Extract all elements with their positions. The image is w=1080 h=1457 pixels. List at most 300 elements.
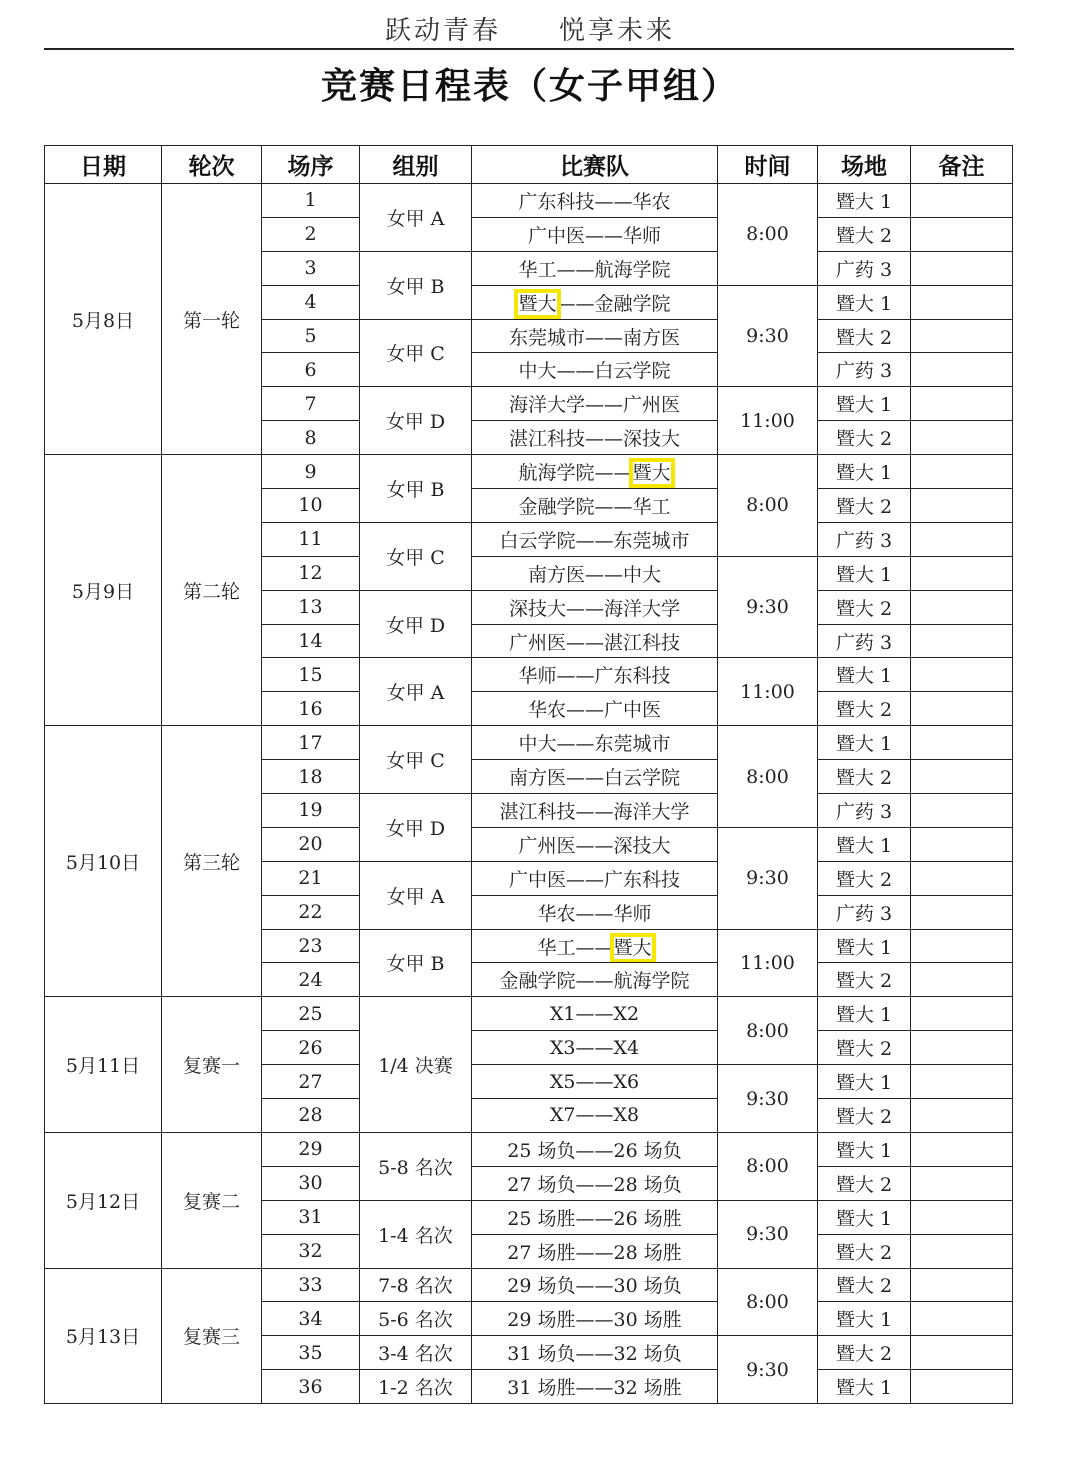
venue-cell: 广药 3 [818, 522, 911, 556]
highlighted-team: 暨大 [632, 462, 671, 485]
match-number: 22 [262, 895, 360, 929]
venue-cell: 暨大 2 [818, 217, 911, 251]
remarks-cell [911, 895, 1013, 929]
venue-cell: 暨大 1 [818, 1370, 911, 1404]
versus-dash: —— [556, 292, 595, 315]
page-title: 竞赛日程表（女子甲组） [320, 66, 739, 107]
round-cell: 复赛一 [162, 997, 262, 1133]
venue-cell: 暨大 2 [818, 1234, 911, 1268]
remarks-cell [911, 421, 1013, 455]
group-cell: 1-4 名次 [360, 1200, 472, 1268]
group-cell: 女甲 D [360, 590, 472, 658]
match-number: 10 [262, 489, 360, 523]
time-cell: 8:00 [718, 997, 818, 1065]
versus-dash: —— [575, 902, 614, 925]
team-away: 华农 [632, 190, 671, 213]
venue-cell: 暨大 1 [818, 997, 911, 1031]
venue-cell: 暨大 2 [818, 692, 911, 726]
match-number: 32 [262, 1234, 360, 1268]
versus-dash: —— [575, 834, 614, 857]
versus-dash: —— [575, 1343, 614, 1366]
versus-dash: —— [585, 224, 623, 247]
versus-dash: —— [575, 1241, 614, 1264]
versus-dash: —— [566, 699, 604, 722]
team-away: 白云学院 [604, 767, 681, 790]
remarks-cell [911, 726, 1013, 760]
team-home: 广中医 [527, 224, 585, 247]
match-number: 29 [262, 1132, 360, 1166]
venue-cell: 暨大 1 [818, 1302, 911, 1336]
remarks-cell [911, 1099, 1013, 1133]
date-cell: 5月8日 [45, 184, 162, 455]
remarks-cell [911, 1336, 1013, 1370]
match-number: 12 [262, 556, 360, 590]
team-home: X5 [549, 1070, 576, 1093]
venue-cell: 暨大 1 [818, 1132, 911, 1166]
teams-cell [472, 285, 718, 319]
teams-cell [472, 760, 718, 794]
versus-dash: —— [585, 326, 623, 349]
venue-cell: 暨大 1 [818, 455, 911, 489]
match-number: 25 [262, 997, 360, 1031]
venue-cell: 广药 3 [818, 353, 911, 387]
teams-cell [472, 1031, 718, 1065]
team-away: 广东科技 [594, 665, 671, 688]
remarks-cell [911, 692, 1013, 726]
group-cell: 女甲 B [360, 455, 472, 523]
teams-cell [472, 489, 718, 523]
versus-dash: —— [575, 1173, 614, 1196]
remarks-cell [911, 455, 1013, 489]
match-number: 23 [262, 929, 360, 963]
teams-cell [472, 217, 718, 251]
time-cell: 11:00 [718, 387, 818, 455]
column-header-group: 组别 [360, 146, 472, 184]
remarks-cell [911, 1234, 1013, 1268]
versus-dash: —— [575, 1104, 614, 1127]
highlighted-team: 暨大 [518, 292, 557, 315]
column-header-venue: 场地 [818, 146, 911, 184]
venue-cell: 暨大 2 [818, 1166, 911, 1200]
match-number: 16 [262, 692, 360, 726]
venue-cell: 暨大 2 [818, 1099, 911, 1133]
remarks-cell [911, 556, 1013, 590]
match-number: 30 [262, 1166, 360, 1200]
versus-dash: —— [556, 360, 595, 383]
versus-dash: —— [575, 529, 614, 552]
match-number: 13 [262, 590, 360, 624]
versus-dash: —— [575, 1207, 614, 1230]
remarks-cell [911, 1132, 1013, 1166]
match-number: 27 [262, 1065, 360, 1099]
team-away: 26 场胜 [613, 1207, 682, 1230]
versus-dash: —— [575, 1377, 614, 1400]
team-home: 湛江科技 [499, 800, 576, 823]
group-cell: 女甲 C [360, 319, 472, 387]
teams-cell [472, 522, 718, 556]
teams-cell [472, 184, 718, 218]
match-number: 35 [262, 1336, 360, 1370]
versus-dash: —— [575, 970, 614, 993]
remarks-cell [911, 489, 1013, 523]
team-home: 东莞城市 [508, 326, 585, 349]
table-row [45, 184, 1013, 218]
versus-dash: —— [556, 665, 595, 688]
team-home: 南方医 [527, 563, 585, 586]
team-away: 26 场负 [613, 1139, 682, 1162]
group-cell: 5-8 名次 [360, 1132, 472, 1200]
time-cell: 8:00 [718, 1132, 818, 1200]
team-away: 白云学院 [594, 360, 671, 383]
teams-cell [472, 1336, 718, 1370]
teams-cell [472, 1370, 718, 1404]
versus-dash: —— [556, 258, 595, 281]
team-home: 南方医 [508, 767, 566, 790]
teams-cell [472, 827, 718, 861]
team-away: 广中医 [604, 699, 662, 722]
teams-cell [472, 624, 718, 658]
team-away: 东莞城市 [594, 733, 671, 756]
versus-dash: —— [594, 495, 633, 518]
round-cell: 第二轮 [162, 455, 262, 726]
team-away: 航海学院 [594, 258, 671, 281]
match-number: 2 [262, 217, 360, 251]
schedule-table [44, 145, 1013, 1404]
time-cell: 9:30 [718, 1200, 818, 1268]
date-cell: 5月13日 [45, 1268, 162, 1404]
versus-dash: —— [575, 1139, 614, 1162]
match-number: 9 [262, 455, 360, 489]
teams-cell [472, 1234, 718, 1268]
group-cell: 女甲 D [360, 794, 472, 862]
venue-cell: 暨大 1 [818, 726, 911, 760]
header-row [45, 146, 1013, 184]
team-away: 海洋大学 [613, 800, 690, 823]
match-number: 26 [262, 1031, 360, 1065]
column-header-date: 日期 [45, 146, 162, 184]
remarks-cell [911, 387, 1013, 421]
round-cell: 复赛二 [162, 1132, 262, 1268]
versus-dash: —— [575, 1036, 614, 1059]
group-cell: 女甲 C [360, 522, 472, 590]
column-header-round: 轮次 [162, 146, 262, 184]
teams-cell [472, 590, 718, 624]
team-home: X1 [549, 1002, 576, 1025]
remarks-cell [911, 590, 1013, 624]
team-away: 32 场胜 [613, 1377, 682, 1400]
versus-dash: —— [566, 868, 604, 891]
team-home: 金融学院 [499, 970, 576, 993]
teams-cell [472, 726, 718, 760]
team-away: 华师 [623, 224, 662, 247]
teams-cell [472, 929, 718, 963]
remarks-cell [911, 1370, 1013, 1404]
group-cell: 女甲 B [360, 251, 472, 319]
remarks-cell [911, 1200, 1013, 1234]
teams-cell [472, 251, 718, 285]
team-home: 广州医 [508, 631, 566, 654]
group-cell: 1/4 决赛 [360, 997, 472, 1133]
match-number: 17 [262, 726, 360, 760]
venue-cell: 广药 3 [818, 624, 911, 658]
teams-cell [472, 421, 718, 455]
group-cell: 女甲 B [360, 929, 472, 997]
team-away: 28 场胜 [613, 1241, 682, 1264]
match-number: 6 [262, 353, 360, 387]
table-row [45, 1132, 1013, 1166]
time-cell: 8:00 [718, 184, 818, 286]
round-cell: 第一轮 [162, 184, 262, 455]
team-home: 29 场胜 [507, 1309, 576, 1332]
remarks-cell [911, 184, 1013, 218]
versus-dash: —— [575, 1275, 614, 1298]
team-home: 广中医 [508, 868, 566, 891]
venue-cell: 暨大 1 [818, 1065, 911, 1099]
remarks-cell [911, 353, 1013, 387]
versus-dash: —— [566, 631, 604, 654]
team-home: 中大 [518, 360, 557, 383]
table-row [45, 997, 1013, 1031]
teams-cell [472, 658, 718, 692]
versus-dash: —— [575, 1309, 614, 1332]
team-away: 深技大 [623, 428, 681, 451]
teams-cell [472, 1302, 718, 1336]
venue-cell: 广药 3 [818, 251, 911, 285]
column-header-match-no: 场序 [262, 146, 360, 184]
versus-dash: —— [556, 733, 595, 756]
teams-cell [472, 455, 718, 489]
venue-cell: 暨大 1 [818, 929, 911, 963]
team-away: 海洋大学 [604, 597, 681, 620]
venue-cell: 暨大 1 [818, 1200, 911, 1234]
venue-cell: 暨大 2 [818, 421, 911, 455]
venue-cell: 暨大 2 [818, 319, 911, 353]
teams-cell [472, 861, 718, 895]
team-away: 东莞城市 [613, 529, 690, 552]
match-number: 3 [262, 251, 360, 285]
time-cell: 11:00 [718, 929, 818, 997]
group-cell: 女甲 C [360, 726, 472, 794]
team-home: 中大 [518, 733, 557, 756]
team-away: 华师 [613, 902, 652, 925]
venue-cell: 暨大 1 [818, 387, 911, 421]
venue-cell: 暨大 1 [818, 285, 911, 319]
remarks-cell [911, 929, 1013, 963]
group-cell: 女甲 A [360, 184, 472, 252]
group-cell: 1-2 名次 [360, 1370, 472, 1404]
team-home: 31 场负 [507, 1343, 576, 1366]
team-home: X3 [549, 1036, 576, 1059]
teams-cell [472, 794, 718, 828]
team-home: 广东科技 [518, 190, 595, 213]
versus-dash: —— [585, 428, 623, 451]
teams-cell [472, 692, 718, 726]
column-header-time: 时间 [718, 146, 818, 184]
match-number: 15 [262, 658, 360, 692]
venue-cell: 暨大 2 [818, 861, 911, 895]
remarks-cell [911, 827, 1013, 861]
venue-cell: 暨大 1 [818, 827, 911, 861]
group-cell: 女甲 A [360, 861, 472, 929]
remarks-cell [911, 624, 1013, 658]
team-home: X7 [549, 1104, 576, 1127]
remarks-cell [911, 1031, 1013, 1065]
venue-cell: 暨大 1 [818, 556, 911, 590]
venue-cell: 暨大 2 [818, 963, 911, 997]
team-away: 深技大 [613, 834, 671, 857]
match-number: 14 [262, 624, 360, 658]
versus-dash: —— [594, 190, 633, 213]
time-cell: 9:30 [718, 1336, 818, 1404]
versus-dash: —— [575, 1002, 614, 1025]
remarks-cell [911, 658, 1013, 692]
team-home: 广州医 [518, 834, 576, 857]
team-away: 30 场负 [613, 1275, 682, 1298]
team-home: 华农 [527, 699, 566, 722]
team-home: 湛江科技 [508, 428, 585, 451]
team-away: 华工 [632, 495, 671, 518]
team-away: 32 场负 [613, 1343, 682, 1366]
versus-dash: —— [585, 394, 623, 417]
team-home: 白云学院 [499, 529, 576, 552]
slogan: 跃动青春 悦享未来 [384, 16, 675, 46]
match-number: 5 [262, 319, 360, 353]
group-cell: 7-8 名次 [360, 1268, 472, 1302]
match-number: 33 [262, 1268, 360, 1302]
table-row [45, 726, 1013, 760]
teams-cell [472, 1200, 718, 1234]
teams-cell [472, 963, 718, 997]
teams-cell [472, 1099, 718, 1133]
column-header-remarks: 备注 [911, 146, 1013, 184]
header-divider [44, 48, 1014, 50]
remarks-cell [911, 319, 1013, 353]
team-away: 28 场负 [613, 1173, 682, 1196]
remarks-cell [911, 997, 1013, 1031]
versus-dash: —— [594, 462, 633, 485]
time-cell: 9:30 [718, 556, 818, 658]
match-number: 28 [262, 1099, 360, 1133]
team-home: 25 场负 [507, 1139, 576, 1162]
team-away: 中大 [623, 563, 662, 586]
teams-cell [472, 1065, 718, 1099]
teams-cell [472, 1132, 718, 1166]
column-header-teams: 比赛队 [472, 146, 718, 184]
match-number: 8 [262, 421, 360, 455]
team-away: 南方医 [623, 326, 681, 349]
match-number: 21 [262, 861, 360, 895]
team-away: X4 [613, 1036, 640, 1059]
remarks-cell [911, 285, 1013, 319]
table-row [45, 1268, 1013, 1302]
team-home: 华农 [537, 902, 576, 925]
venue-cell: 暨大 2 [818, 489, 911, 523]
venue-cell: 广药 3 [818, 895, 911, 929]
venue-cell: 暨大 2 [818, 760, 911, 794]
team-away: 广州医 [623, 394, 681, 417]
time-cell: 11:00 [718, 658, 818, 726]
remarks-cell [911, 794, 1013, 828]
match-number: 19 [262, 794, 360, 828]
date-cell: 5月11日 [45, 997, 162, 1133]
team-away: 广东科技 [604, 868, 681, 891]
venue-cell: 暨大 2 [818, 1031, 911, 1065]
venue-cell: 暨大 2 [818, 1336, 911, 1370]
venue-cell: 广药 3 [818, 794, 911, 828]
team-home: 31 场胜 [507, 1377, 576, 1400]
group-cell: 女甲 D [360, 387, 472, 455]
remarks-cell [911, 963, 1013, 997]
date-cell: 5月9日 [45, 455, 162, 726]
team-away: X6 [613, 1070, 640, 1093]
teams-cell [472, 1166, 718, 1200]
match-number: 11 [262, 522, 360, 556]
match-number: 36 [262, 1370, 360, 1404]
group-cell: 3-4 名次 [360, 1336, 472, 1370]
remarks-cell [911, 1302, 1013, 1336]
remarks-cell [911, 861, 1013, 895]
team-home: 海洋大学 [508, 394, 585, 417]
versus-dash: —— [575, 936, 614, 959]
team-away: 航海学院 [613, 970, 690, 993]
match-number: 24 [262, 963, 360, 997]
team-home: 华工 [518, 258, 557, 281]
team-away: X2 [613, 1002, 640, 1025]
remarks-cell [911, 217, 1013, 251]
remarks-cell [911, 760, 1013, 794]
team-away: 30 场胜 [613, 1309, 682, 1332]
group-cell: 5-6 名次 [360, 1302, 472, 1336]
match-number: 34 [262, 1302, 360, 1336]
time-cell: 8:00 [718, 455, 818, 557]
time-cell: 9:30 [718, 827, 818, 929]
match-number: 1 [262, 184, 360, 218]
time-cell: 9:30 [718, 285, 818, 387]
match-number: 18 [262, 760, 360, 794]
team-home: 25 场胜 [507, 1207, 576, 1230]
team-home: 华师 [518, 665, 557, 688]
team-home: 29 场负 [507, 1275, 576, 1298]
teams-cell [472, 353, 718, 387]
teams-cell [472, 895, 718, 929]
teams-cell [472, 319, 718, 353]
team-home: 华工 [537, 936, 576, 959]
match-number: 7 [262, 387, 360, 421]
remarks-cell [911, 1166, 1013, 1200]
time-cell: 9:30 [718, 1065, 818, 1133]
teams-cell [472, 556, 718, 590]
match-number: 4 [262, 285, 360, 319]
teams-cell [472, 1268, 718, 1302]
match-number: 20 [262, 827, 360, 861]
versus-dash: —— [566, 767, 604, 790]
versus-dash: —— [575, 800, 614, 823]
team-home: 金融学院 [518, 495, 595, 518]
group-cell: 女甲 A [360, 658, 472, 726]
venue-cell: 暨大 2 [818, 590, 911, 624]
match-number: 31 [262, 1200, 360, 1234]
table-row [45, 455, 1013, 489]
teams-cell [472, 387, 718, 421]
date-cell: 5月12日 [45, 1132, 162, 1268]
highlighted-team: 暨大 [613, 936, 652, 959]
time-cell: 8:00 [718, 726, 818, 828]
round-cell: 复赛三 [162, 1268, 262, 1404]
teams-cell [472, 997, 718, 1031]
remarks-cell [911, 1268, 1013, 1302]
team-away: 湛江科技 [604, 631, 681, 654]
team-home: 27 场胜 [507, 1241, 576, 1264]
